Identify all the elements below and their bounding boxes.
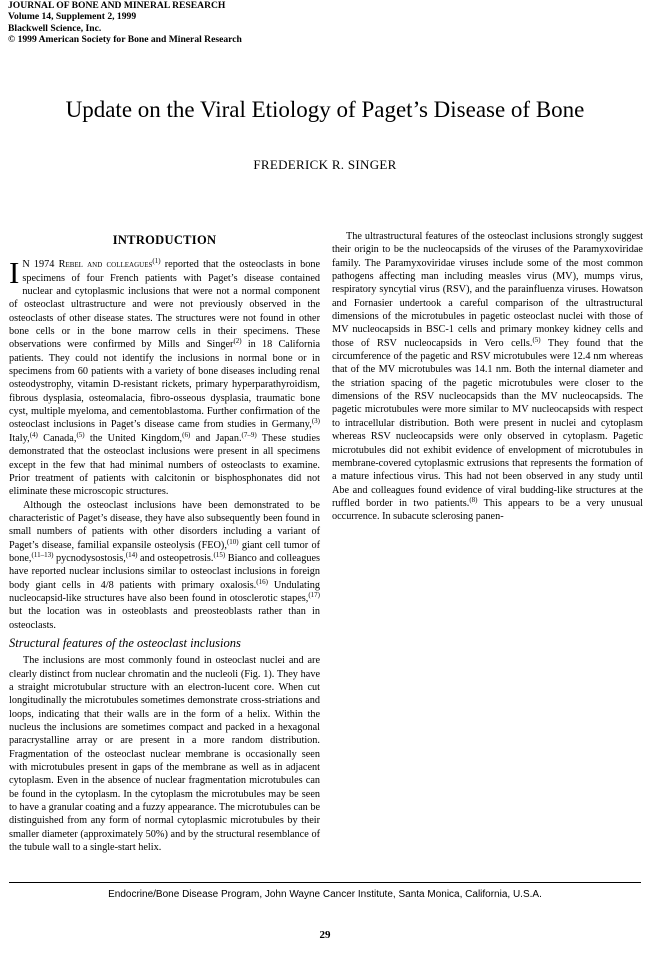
- citation: (15): [213, 550, 226, 559]
- citation: (10): [226, 537, 239, 546]
- journal-name: JOURNAL OF BONE AND MINERAL RESEARCH: [8, 0, 226, 11]
- citation: (7–9): [241, 430, 257, 439]
- citation: (11–13): [31, 550, 54, 559]
- journal-publisher: Blackwell Science, Inc.: [8, 22, 102, 34]
- citation: (5): [532, 335, 541, 344]
- introduction-paragraph-1: I N 1974 Rebel and colleagues$^{(1)}$ reported that the osteoclasts in bone specimens of four French patients with Paget’s disease contained nuclear and cytoplasmic inclusions that were not a normal component of osteoclast ultrastructure and were not previously observed in the osteoclasts of other disease states. The structures were not found in other bone cells or in the bone marrow cells in their specimens. These observations were confirmed by Mills and Singer$^{(2)}$ in 18 California patients. They could not identify the inclusions in normal bone or in specimens from 60 patients with a variety of bone diseases including renal osteodystrophy, vitamin D-resistant rickets, primary hyperparathyroidism, fibrous dysplasia, osteomalacia, fibro-osseous dysplasia, traumatic bone cyst, multiple myeloma, and cementoblastoma. Further confirmation of the osteoclast inclusions in Paget’s disease came from studies in Germany,$^{(3)}$ Italy,$^{(4)}$ Canada,$^{(5)}$ the United Kingdom,$^{(6)}$ and Japan.$^{(7-9)}$ These studies demonstrated that the osteoclast inclusions were present in all specimens except in the few that had minimal numbers of osteoclasts to examine. Prior treatment of patients with calcitonin or bisphosphonates did not eliminate these microscopic structures.: [9, 255, 320, 498]
- article-author: FREDERICK R. SINGER: [253, 157, 397, 172]
- footnote-rule: [9, 882, 641, 883]
- introduction-heading: INTRODUCTION: [112, 233, 217, 247]
- citation: (1): [152, 257, 161, 266]
- structural-paragraph-1: The inclusions are most commonly found in osteoclast nuclei and are clearly distinct from nuclear chromatin and the nucleoli (Fig. 1). They have a straight microtubular structure with an electron-lucent core. When cut longitudinally the microtubules sometimes demonstrate cross-striations and loops, indicating that their walls are in the form of a helix. Within the nucleus the inclusions are sometimes compact and packed in a hexagonal paracrystalline array or are present in a more random distribution. Fragmentation of the osteoclast nuclear membrane is occasionally seen with microtubules present in gaps of the membrane as well as in adjacent cytoplasm. Even in the absence of nuclear fragmentation microtubules can be found in the cytoplasm. In the cytoplasm the microtubules may be seen to have a granular coating and a fuzzy appearance. The microtubules can be distinguished from any form of normal cytoplasmic microtubules by their smaller diameter (approximately 50%) and by the structural resemblance of the tubule wall to a single-start helix.: [9, 655, 320, 854]
- structural-paragraph-2: The ultrastructural features of the osteoclast inclusions strongly suggest their origin to be the nucleocapsids of the viruses of the Paramyxoviridae family. The Paramyxoviridae viruses include some of the most common pathogens affecting man including measles virus (MV), mumps virus, respiratory syncytial virus (RSV), and the parainfluenza viruses. Howatson and Fornasier undertook a careful comparison of the ultrastructural dimensions of the microtubules in pagetic osteoclast nuclei with those of MV nucleocapsids in BSC-1 cells and primary monkey kidney cells and those of RSV nucleocapsids in Vero cells.$^{(5)}$ They found that the circumference of the pagetic and RSV microtubules were 12.4 nm whereas that of the MV microtubules was 14.1 nm. Both the internal diameter and the striation spacing of the pagetic microtubules were closer to the dimensions of the RSV nucleocapsids than the MV nucleocapsids. The pagetic microtubules were more similar to MV nucleocapsids with respect to intracellular distribution. Both were present in nuclei and cytoplasm whereas RSV nucleocapsids were only observed in cytoplasm. Pagetic microtubules did not exhibit evidence of envelopment of microtubules in membrane-covered cytoplasmic extrusions that represents the formation of a mature infectious virus. This had not been observed in any study until Abe and colleagues found evidence of viral budding-like structures at the ruffled border in two patients.$^{(8)}$ This appears to be a very unusual occurrence. In subacute sclerosing panen-: [332, 231, 644, 523]
- right-column: [332, 230, 643, 524]
- article-title: Update on the Viral Etiology of Paget’s Disease of Bone: [65, 97, 585, 122]
- citation: (2): [233, 337, 242, 346]
- citation: (3): [311, 417, 320, 426]
- left-column: [9, 228, 320, 854]
- citation: (14): [125, 550, 138, 559]
- citation: (16): [256, 577, 268, 586]
- drop-cap: I: [9, 255, 20, 291]
- structural-features-heading: Structural features of the osteoclast inclusions: [9, 635, 241, 650]
- introduction-paragraph-2: Although the osteoclast inclusions have been demonstrated to be characteristic of Paget’s disease, they have also subsequently been found in small numbers of patients with other disorders including a variant of Paget’s disease, familial expansile osteolysis (FEO),$^{(10)}$ giant cell tumor of bone,$^{(11-13)}$ pycnodysostosis,$^{(14)}$ and osteopetrosis.$^{(15)}$ Bianco and colleagues have reported nuclear inclusions similar to osteoclast inclusions in foreign body giant cells in 4/8 patients with primary oxalosis.$^{(16)}$ Undulating nucleocapsid-like structures have also been found in otosclerotic stapes,$^{(17)}$ but the location was in osteoblasts and preosteoblasts rather than in osteoclasts.: [9, 499, 321, 631]
- journal-masthead: [8, 0, 408, 46]
- citation: (6): [182, 430, 191, 439]
- citation: (17): [308, 590, 320, 599]
- journal-volume: Volume 14, Supplement 2, 1999: [8, 11, 137, 23]
- citation: (8): [469, 495, 478, 504]
- affiliation-footnote: Endocrine/Bone Disease Program, John Wayne Cancer Institute, Santa Monica, California, U.S.A.: [108, 889, 542, 900]
- citation: (5): [76, 430, 85, 439]
- page-number: 29: [319, 929, 331, 941]
- journal-copyright: © 1999 American Society for Bone and Mineral Research: [8, 34, 242, 46]
- citation: (4): [29, 430, 38, 439]
